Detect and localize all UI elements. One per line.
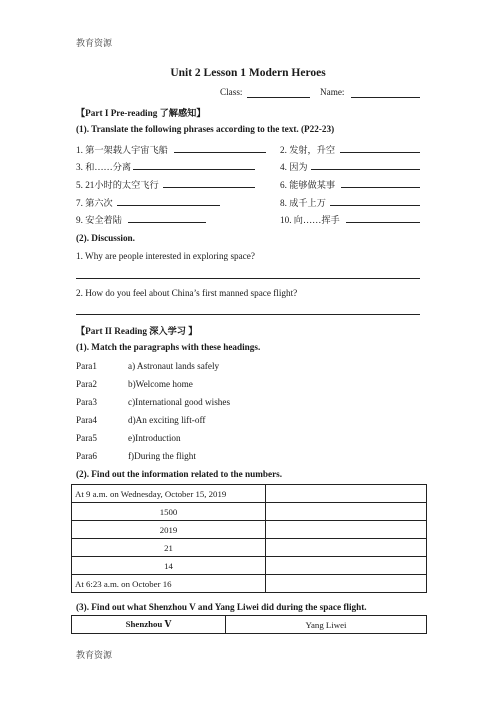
page-title: Unit 2 Lesson 1 Modern Heroes <box>170 67 326 79</box>
para-heading: c)International good wishes <box>128 397 231 407</box>
part2-heading: 【Part II Reading 深入学习 】 <box>76 326 198 336</box>
phrase-10-blank[interactable] <box>346 222 420 223</box>
answer-cell[interactable] <box>266 539 427 557</box>
table-row <box>72 521 427 539</box>
answer-cell[interactable] <box>266 575 427 593</box>
phrase-2: 2. 发射，升空 <box>280 145 336 155</box>
phrase-3-blank[interactable] <box>133 169 255 170</box>
flight-table <box>71 615 427 634</box>
part2-q2: (2). Find out the information related to the numbers. <box>76 469 283 479</box>
para-heading: d)An exciting lift-off <box>128 415 206 425</box>
phrase-9-blank[interactable] <box>128 222 206 223</box>
phrase-5: 5. 21小时的太空飞行 <box>76 180 159 190</box>
phrase-6-blank[interactable] <box>341 187 420 188</box>
phrase-9: 9. 安全着陆 <box>76 215 122 225</box>
para-label: Para2 <box>76 379 97 389</box>
table-row <box>72 485 427 503</box>
table-row <box>72 616 427 634</box>
answer-cell[interactable] <box>266 557 427 575</box>
part1-q2: (2). Discussion. <box>76 233 135 243</box>
answer-cell[interactable] <box>266 503 427 521</box>
column-header-shenzhou: Shenzhou Ⅴ <box>72 616 226 634</box>
para-heading: e)Introduction <box>128 433 181 443</box>
part2-q3: (3). Find out what Shenzhou V and Yang Liwei did during the space flight. <box>76 602 367 612</box>
part2-q1: (1). Match the paragraphs with these headings. <box>76 342 261 352</box>
para-heading: a) Astronaut lands safely <box>128 361 220 371</box>
number-cell: At 6:23 a.m. on October 16 <box>72 575 266 593</box>
phrase-2-blank[interactable] <box>340 152 420 153</box>
answer-cell[interactable] <box>266 521 427 539</box>
number-cell: 1500 <box>72 503 266 521</box>
discussion-1: 1. Why are people interested in exploring space? <box>76 251 255 261</box>
para-label: Para5 <box>76 433 97 443</box>
answer-cell[interactable] <box>266 485 427 503</box>
number-cell: 21 <box>72 539 266 557</box>
number-cell: 2019 <box>72 521 266 539</box>
para-heading: b)Welcome home <box>128 379 193 389</box>
para-label: Para1 <box>76 361 97 371</box>
phrase-8: 8. 成千上万 <box>280 198 326 208</box>
table-row <box>72 557 427 575</box>
phrase-5-blank[interactable] <box>163 187 255 188</box>
discussion-1-answer[interactable] <box>76 278 420 279</box>
numbers-table <box>71 484 427 593</box>
phrase-7: 7. 第六次 <box>76 198 113 208</box>
page-header: 教育资源 <box>76 38 113 48</box>
phrase-8-blank[interactable] <box>330 205 420 206</box>
discussion-2: 2. How do you feel about China’s first manned space flight? <box>76 288 298 298</box>
para-label: Para6 <box>76 451 97 461</box>
phrase-7-blank[interactable] <box>117 205 220 206</box>
table-row <box>72 539 427 557</box>
number-cell: 14 <box>72 557 266 575</box>
page-footer: 教育资源 <box>76 650 113 660</box>
column-header-yang-liwei: Yang Liwei <box>226 616 427 634</box>
phrase-4: 4. 因为 <box>280 162 308 172</box>
table-row <box>72 575 427 593</box>
phrase-3: 3. 和……分离 <box>76 162 132 172</box>
class-label: Class: <box>220 87 243 97</box>
part1-heading: 【Part I Pre-reading 了解感知】 <box>76 108 206 118</box>
phrase-1: 1. 第一架载人宇宙飞船 <box>76 145 168 155</box>
para-heading: f)During the flight <box>128 451 196 461</box>
phrase-10: 10. 向……挥手 <box>280 215 340 225</box>
para-label: Para3 <box>76 397 97 407</box>
phrase-4-blank[interactable] <box>311 169 420 170</box>
phrase-1-blank[interactable] <box>174 152 266 153</box>
table-row <box>72 503 427 521</box>
discussion-2-answer[interactable] <box>76 314 420 315</box>
name-label: Name: <box>320 87 345 97</box>
para-label: Para4 <box>76 415 97 425</box>
name-field[interactable] <box>351 97 420 98</box>
phrase-6: 6. 能够做某事 <box>280 180 336 190</box>
part1-q1: (1). Translate the following phrases according to the text. (P22-23) <box>76 124 335 134</box>
class-field[interactable] <box>247 97 310 98</box>
number-cell: At 9 a.m. on Wednesday, October 15, 2019 <box>72 485 266 503</box>
